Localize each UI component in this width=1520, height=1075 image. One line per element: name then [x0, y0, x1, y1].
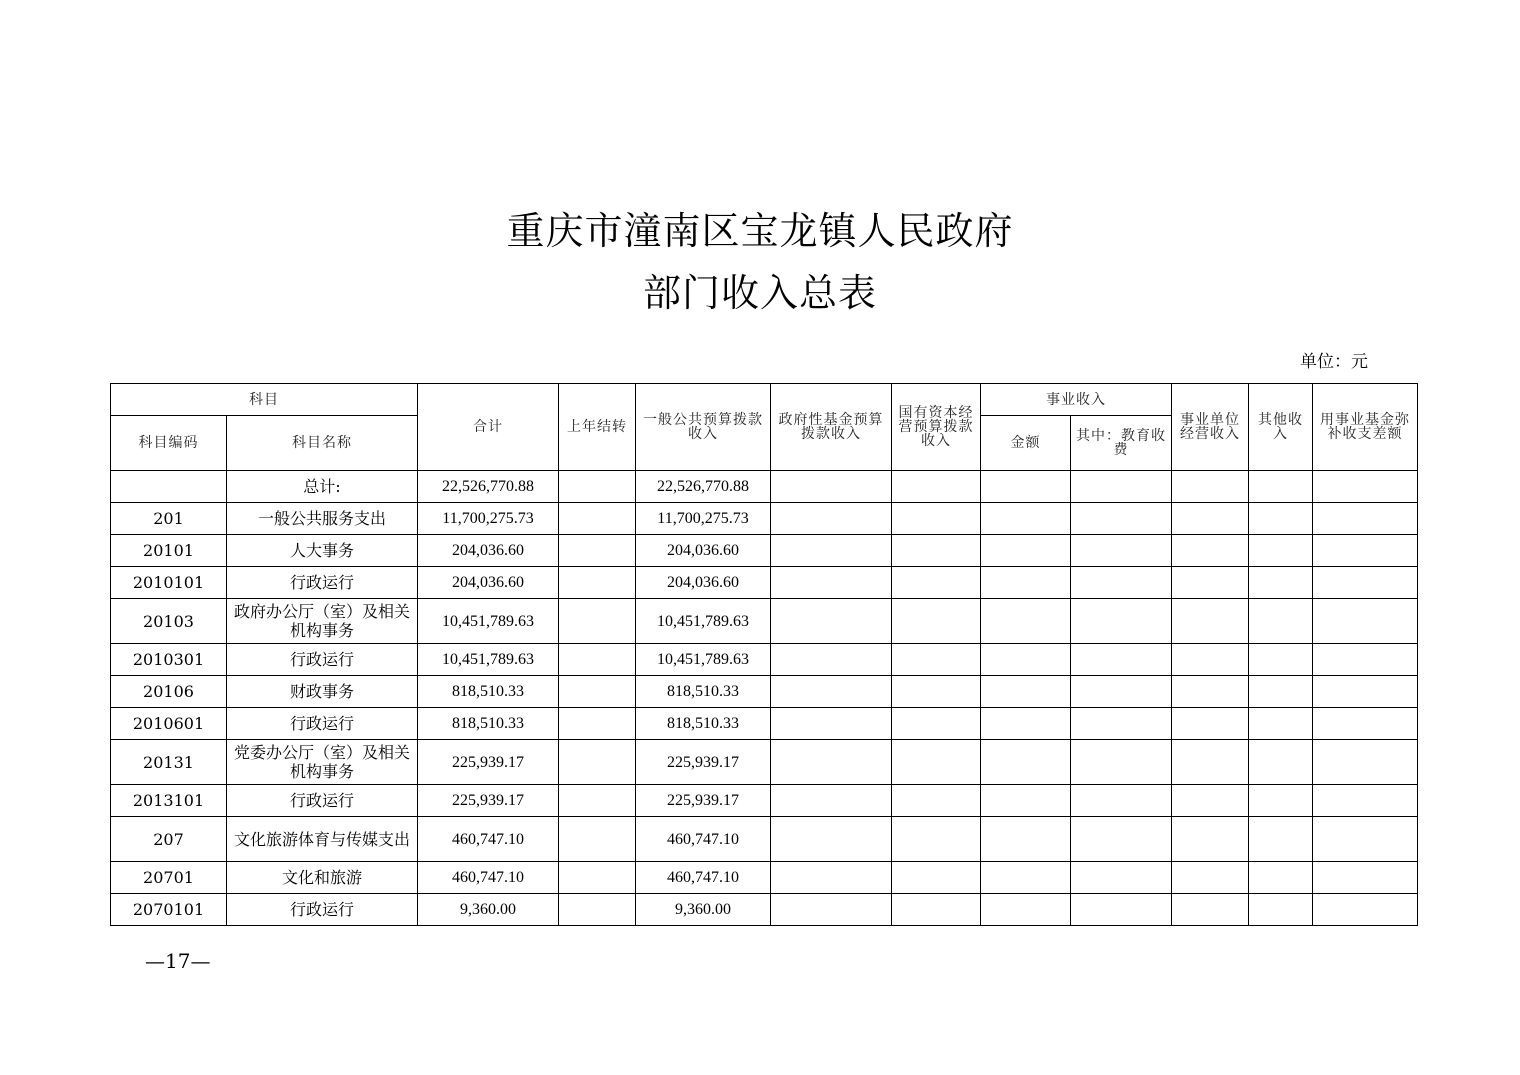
cell-other-income	[1249, 862, 1313, 894]
cell-state-capital	[892, 644, 981, 676]
cell-general-budget: 204,036.60	[636, 567, 771, 599]
cell-name: 行政运行	[227, 894, 418, 926]
cell-code: 201	[111, 503, 227, 535]
table-row	[111, 503, 1418, 535]
cell-name: 一般公共服务支出	[227, 503, 418, 535]
table-row	[111, 817, 1418, 862]
table-row	[111, 535, 1418, 567]
cell-name: 人大事务	[227, 535, 418, 567]
cell-other-income	[1249, 740, 1313, 785]
cell-total: 460,747.10	[418, 862, 559, 894]
cell-general-budget: 22,526,770.88	[636, 471, 771, 503]
cell-business-amount	[981, 471, 1071, 503]
cell-name: 党委办公厅（室）及相关机构事务	[227, 740, 418, 785]
cell-gov-fund	[771, 567, 892, 599]
header-edu-fee: 其中：教育收费	[1071, 416, 1172, 471]
cell-code: 20101	[111, 535, 227, 567]
cell-code	[111, 471, 227, 503]
cell-name: 行政运行	[227, 785, 418, 817]
cell-gov-fund	[771, 708, 892, 740]
cell-other-income	[1249, 535, 1313, 567]
cell-edu-fee	[1071, 535, 1172, 567]
income-table	[110, 383, 1418, 926]
table-row	[111, 894, 1418, 926]
cell-edu-fee	[1071, 785, 1172, 817]
table-row	[111, 785, 1418, 817]
cell-gov-fund	[771, 740, 892, 785]
cell-state-capital	[892, 503, 981, 535]
cell-fund-offset	[1313, 894, 1418, 926]
cell-general-budget: 10,451,789.63	[636, 644, 771, 676]
cell-carryover	[559, 535, 636, 567]
cell-edu-fee	[1071, 708, 1172, 740]
cell-code: 20106	[111, 676, 227, 708]
cell-total: 225,939.17	[418, 740, 559, 785]
cell-unit-operation	[1172, 567, 1249, 599]
cell-edu-fee	[1071, 644, 1172, 676]
cell-general-budget: 460,747.10	[636, 817, 771, 862]
cell-other-income	[1249, 567, 1313, 599]
cell-name: 文化和旅游	[227, 862, 418, 894]
cell-other-income	[1249, 894, 1313, 926]
cell-business-amount	[981, 894, 1071, 926]
cell-code: 2010301	[111, 644, 227, 676]
cell-edu-fee	[1071, 862, 1172, 894]
cell-fund-offset	[1313, 644, 1418, 676]
cell-code: 2070101	[111, 894, 227, 926]
cell-code: 2010101	[111, 567, 227, 599]
cell-other-income	[1249, 785, 1313, 817]
cell-total: 225,939.17	[418, 785, 559, 817]
cell-state-capital	[892, 817, 981, 862]
cell-fund-offset	[1313, 708, 1418, 740]
cell-total: 204,036.60	[418, 567, 559, 599]
cell-gov-fund	[771, 644, 892, 676]
cell-fund-offset	[1313, 503, 1418, 535]
cell-general-budget: 9,360.00	[636, 894, 771, 926]
cell-unit-operation	[1172, 644, 1249, 676]
cell-gov-fund	[771, 817, 892, 862]
cell-business-amount	[981, 740, 1071, 785]
cell-general-budget: 225,939.17	[636, 785, 771, 817]
cell-state-capital	[892, 676, 981, 708]
cell-business-amount	[981, 862, 1071, 894]
cell-code: 2010601	[111, 708, 227, 740]
cell-business-amount	[981, 503, 1071, 535]
cell-name: 政府办公厅（室）及相关机构事务	[227, 599, 418, 644]
cell-unit-operation	[1172, 708, 1249, 740]
cell-business-amount	[981, 599, 1071, 644]
cell-name: 行政运行	[227, 567, 418, 599]
cell-carryover	[559, 817, 636, 862]
cell-unit-operation	[1172, 862, 1249, 894]
header-subject: 科目	[111, 384, 418, 416]
cell-general-budget: 204,036.60	[636, 535, 771, 567]
cell-code: 207	[111, 817, 227, 862]
cell-state-capital	[892, 567, 981, 599]
cell-unit-operation	[1172, 817, 1249, 862]
cell-gov-fund	[771, 535, 892, 567]
header-carryover: 上年结转	[559, 384, 636, 471]
cell-total: 10,451,789.63	[418, 599, 559, 644]
table-body	[111, 471, 1418, 926]
cell-edu-fee	[1071, 471, 1172, 503]
cell-edu-fee	[1071, 599, 1172, 644]
cell-total: 11,700,275.73	[418, 503, 559, 535]
cell-carryover	[559, 567, 636, 599]
header-business-income: 事业收入	[981, 384, 1172, 416]
cell-general-budget: 10,451,789.63	[636, 599, 771, 644]
cell-general-budget: 818,510.33	[636, 708, 771, 740]
cell-other-income	[1249, 471, 1313, 503]
cell-fund-offset	[1313, 817, 1418, 862]
cell-state-capital	[892, 471, 981, 503]
cell-edu-fee	[1071, 676, 1172, 708]
table-row	[111, 676, 1418, 708]
cell-fund-offset	[1313, 599, 1418, 644]
cell-general-budget: 818,510.33	[636, 676, 771, 708]
cell-edu-fee	[1071, 740, 1172, 785]
cell-other-income	[1249, 817, 1313, 862]
document-subtitle: 部门收入总表	[642, 271, 877, 315]
header-gov-fund: 政府性基金预算拨款收入	[771, 384, 892, 471]
cell-unit-operation	[1172, 503, 1249, 535]
cell-unit-operation	[1172, 599, 1249, 644]
cell-state-capital	[892, 708, 981, 740]
table-row	[111, 644, 1418, 676]
cell-unit-operation	[1172, 471, 1249, 503]
cell-fund-offset	[1313, 862, 1418, 894]
cell-total: 22,526,770.88	[418, 471, 559, 503]
cell-unit-operation	[1172, 535, 1249, 567]
cell-total: 460,747.10	[418, 817, 559, 862]
cell-edu-fee	[1071, 567, 1172, 599]
cell-other-income	[1249, 599, 1313, 644]
cell-state-capital	[892, 740, 981, 785]
cell-state-capital	[892, 894, 981, 926]
cell-other-income	[1249, 708, 1313, 740]
cell-carryover	[559, 708, 636, 740]
header-amount: 金额	[981, 416, 1071, 471]
cell-carryover	[559, 894, 636, 926]
table-row	[111, 599, 1418, 644]
cell-gov-fund	[771, 599, 892, 644]
cell-unit-operation	[1172, 785, 1249, 817]
cell-business-amount	[981, 676, 1071, 708]
cell-business-amount	[981, 535, 1071, 567]
cell-code: 20701	[111, 862, 227, 894]
cell-fund-offset	[1313, 471, 1418, 503]
cell-carryover	[559, 471, 636, 503]
table-row	[111, 862, 1418, 894]
header-total: 合计	[418, 384, 559, 471]
cell-name: 总计:	[227, 471, 418, 503]
cell-general-budget: 460,747.10	[636, 862, 771, 894]
cell-code: 20103	[111, 599, 227, 644]
cell-other-income	[1249, 503, 1313, 535]
cell-state-capital	[892, 862, 981, 894]
cell-business-amount	[981, 567, 1071, 599]
cell-total: 204,036.60	[418, 535, 559, 567]
unit-label: 单位：元	[1300, 352, 1368, 372]
cell-name: 财政事务	[227, 676, 418, 708]
cell-carryover	[559, 676, 636, 708]
header-unit-operation: 事业单位经营收入	[1172, 384, 1249, 471]
cell-edu-fee	[1071, 503, 1172, 535]
cell-carryover	[559, 785, 636, 817]
cell-gov-fund	[771, 503, 892, 535]
header-general-budget: 一般公共预算拨款收入	[636, 384, 771, 471]
cell-fund-offset	[1313, 535, 1418, 567]
cell-edu-fee	[1071, 817, 1172, 862]
cell-code: 20131	[111, 740, 227, 785]
document-title: 重庆市潼南区宝龙镇人民政府	[506, 209, 1014, 253]
cell-fund-offset	[1313, 567, 1418, 599]
page-number: —17—	[145, 949, 211, 973]
cell-state-capital	[892, 535, 981, 567]
cell-unit-operation	[1172, 676, 1249, 708]
cell-other-income	[1249, 676, 1313, 708]
header-name: 科目名称	[227, 416, 418, 471]
cell-business-amount	[981, 817, 1071, 862]
cell-business-amount	[981, 644, 1071, 676]
table-header	[111, 384, 1418, 471]
cell-gov-fund	[771, 894, 892, 926]
cell-state-capital	[892, 599, 981, 644]
cell-state-capital	[892, 785, 981, 817]
cell-name: 文化旅游体育与传媒支出	[227, 817, 418, 862]
header-fund-offset: 用事业基金弥补收支差额	[1313, 384, 1418, 471]
cell-other-income	[1249, 644, 1313, 676]
table-row	[111, 471, 1418, 503]
cell-carryover	[559, 862, 636, 894]
cell-edu-fee	[1071, 894, 1172, 926]
cell-carryover	[559, 503, 636, 535]
cell-fund-offset	[1313, 740, 1418, 785]
cell-gov-fund	[771, 785, 892, 817]
cell-gov-fund	[771, 676, 892, 708]
table-row	[111, 708, 1418, 740]
cell-total: 818,510.33	[418, 676, 559, 708]
cell-unit-operation	[1172, 740, 1249, 785]
cell-fund-offset	[1313, 676, 1418, 708]
cell-gov-fund	[771, 471, 892, 503]
cell-carryover	[559, 740, 636, 785]
cell-total: 9,360.00	[418, 894, 559, 926]
header-state-capital: 国有资本经营预算拨款收入	[892, 384, 981, 471]
cell-total: 818,510.33	[418, 708, 559, 740]
cell-general-budget: 11,700,275.73	[636, 503, 771, 535]
table-row	[111, 740, 1418, 785]
cell-total: 10,451,789.63	[418, 644, 559, 676]
cell-gov-fund	[771, 862, 892, 894]
cell-name: 行政运行	[227, 644, 418, 676]
cell-fund-offset	[1313, 785, 1418, 817]
cell-name: 行政运行	[227, 708, 418, 740]
cell-code: 2013101	[111, 785, 227, 817]
cell-carryover	[559, 644, 636, 676]
header-code: 科目编码	[111, 416, 227, 471]
cell-unit-operation	[1172, 894, 1249, 926]
table-row	[111, 567, 1418, 599]
cell-business-amount	[981, 785, 1071, 817]
cell-general-budget: 225,939.17	[636, 740, 771, 785]
cell-business-amount	[981, 708, 1071, 740]
cell-carryover	[559, 599, 636, 644]
header-other-income: 其他收入	[1249, 384, 1313, 471]
